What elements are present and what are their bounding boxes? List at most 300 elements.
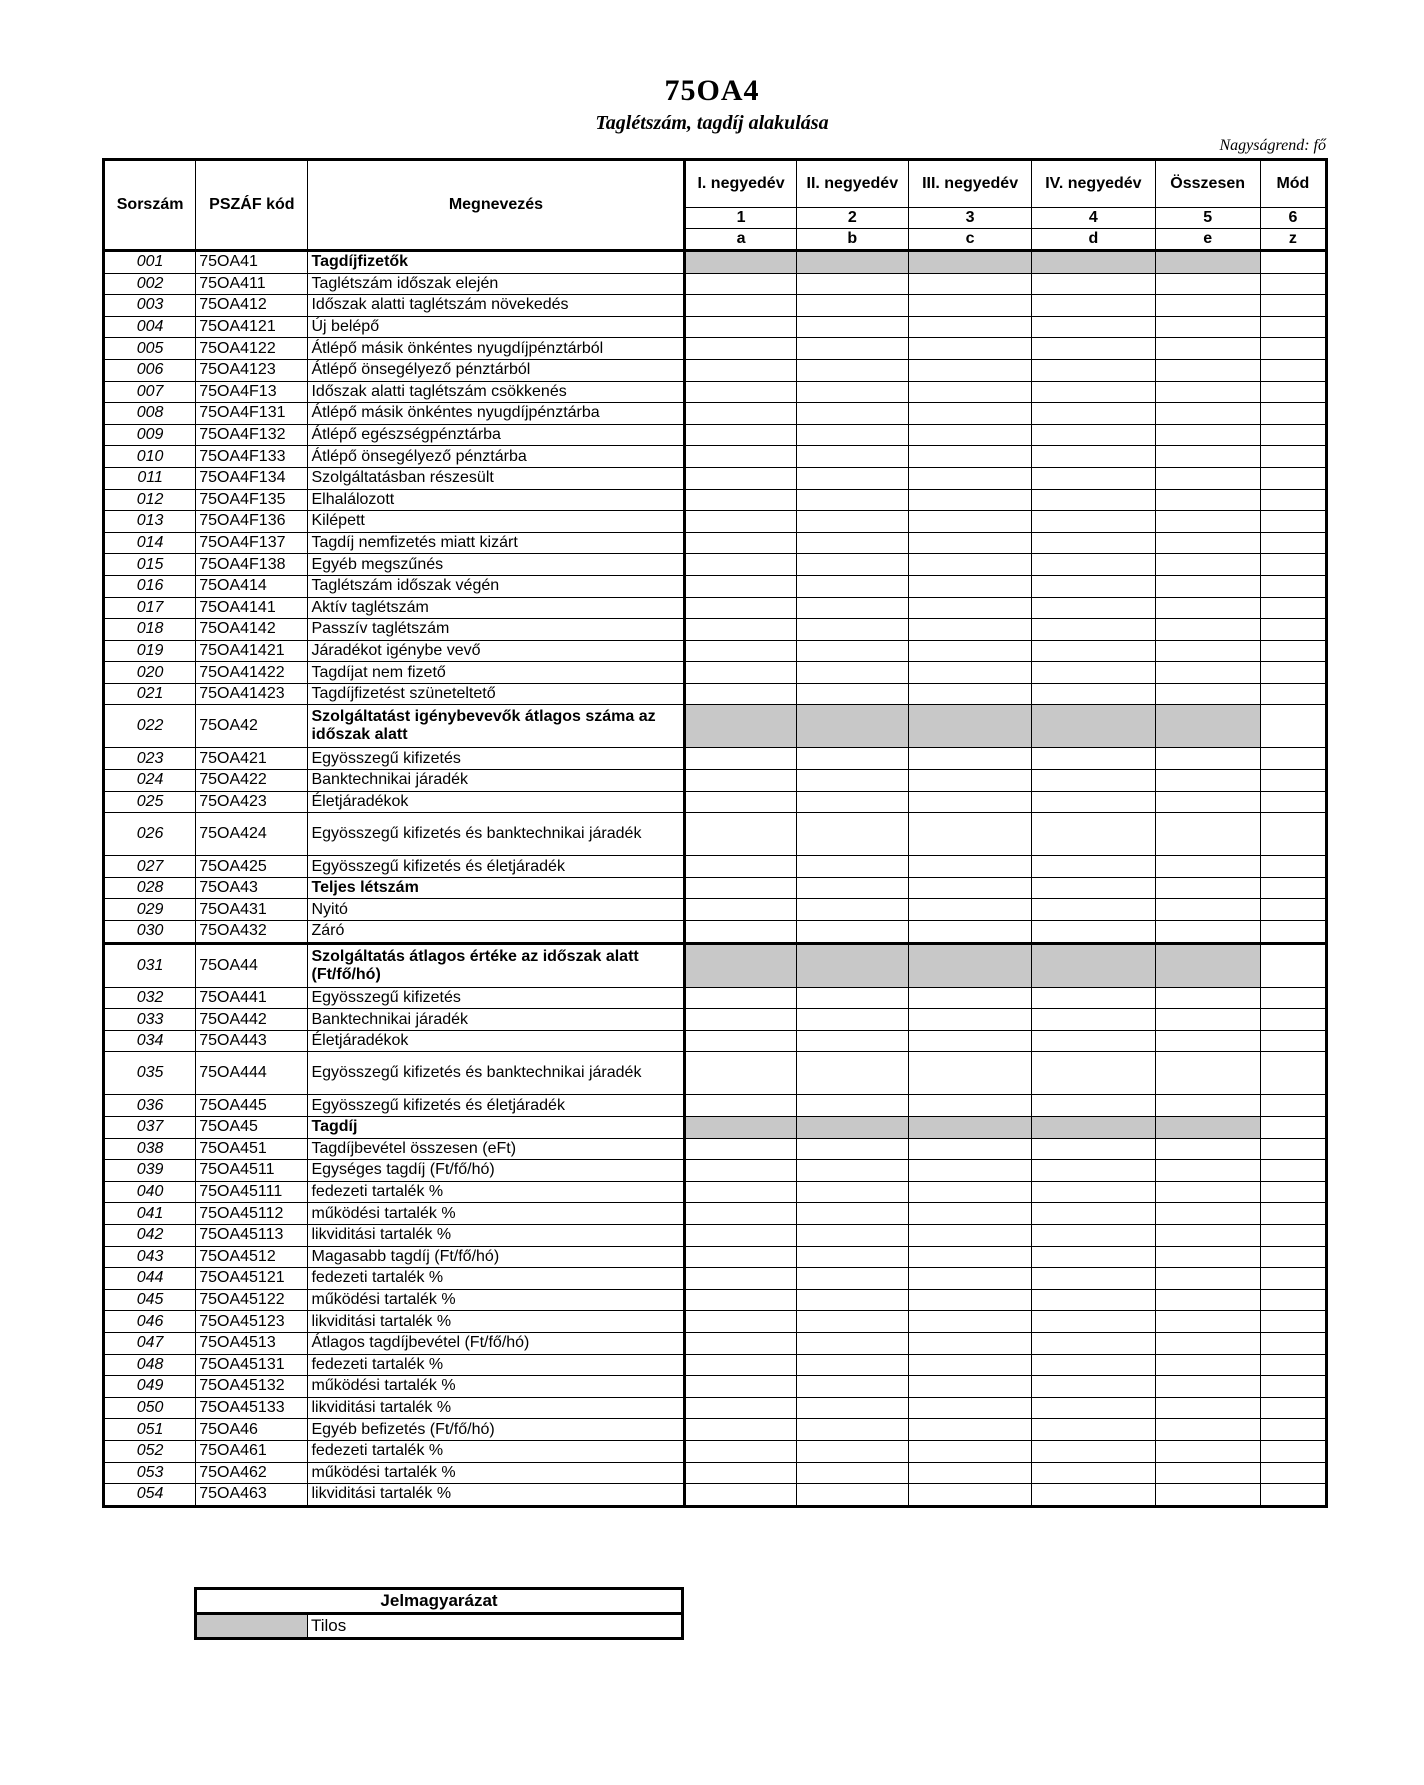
cell-total[interactable] bbox=[1155, 446, 1260, 468]
cell-mod[interactable] bbox=[1260, 791, 1326, 813]
cell-q3[interactable] bbox=[908, 338, 1031, 360]
cell-q4[interactable] bbox=[1032, 1181, 1155, 1203]
cell-q2[interactable] bbox=[796, 813, 908, 856]
cell-total[interactable] bbox=[1155, 987, 1260, 1009]
cell-total[interactable] bbox=[1155, 1160, 1260, 1182]
cell-q4[interactable] bbox=[1032, 381, 1155, 403]
cell-q1[interactable] bbox=[685, 1138, 796, 1160]
cell-q1[interactable] bbox=[685, 1095, 796, 1117]
cell-q4[interactable] bbox=[1032, 316, 1155, 338]
cell-mod[interactable] bbox=[1260, 1138, 1326, 1160]
cell-total[interactable] bbox=[1155, 856, 1260, 878]
cell-q1[interactable] bbox=[685, 273, 796, 295]
cell-q2[interactable] bbox=[796, 899, 908, 921]
cell-q3[interactable] bbox=[908, 856, 1031, 878]
cell-q1[interactable] bbox=[685, 987, 796, 1009]
cell-mod[interactable] bbox=[1260, 1397, 1326, 1419]
cell-mod[interactable] bbox=[1260, 251, 1326, 274]
cell-q3[interactable] bbox=[908, 1462, 1031, 1484]
cell-q3[interactable] bbox=[908, 877, 1031, 899]
cell-q3[interactable] bbox=[908, 1419, 1031, 1441]
cell-q4[interactable] bbox=[1032, 987, 1155, 1009]
cell-q2[interactable] bbox=[796, 1289, 908, 1311]
cell-q4[interactable] bbox=[1032, 921, 1155, 944]
cell-q2[interactable] bbox=[796, 683, 908, 705]
cell-q4[interactable] bbox=[1032, 1397, 1155, 1419]
cell-q3[interactable] bbox=[908, 1246, 1031, 1268]
cell-mod[interactable] bbox=[1260, 921, 1326, 944]
cell-mod[interactable] bbox=[1260, 316, 1326, 338]
cell-q1[interactable] bbox=[685, 899, 796, 921]
cell-mod[interactable] bbox=[1260, 1095, 1326, 1117]
cell-mod[interactable] bbox=[1260, 856, 1326, 878]
cell-q3[interactable] bbox=[908, 1289, 1031, 1311]
cell-q2[interactable] bbox=[796, 1268, 908, 1290]
cell-total[interactable] bbox=[1155, 1095, 1260, 1117]
cell-total[interactable] bbox=[1155, 619, 1260, 641]
cell-q4[interactable] bbox=[1032, 1138, 1155, 1160]
cell-q1[interactable] bbox=[685, 338, 796, 360]
cell-q2[interactable] bbox=[796, 1095, 908, 1117]
cell-mod[interactable] bbox=[1260, 273, 1326, 295]
cell-q1[interactable] bbox=[685, 1246, 796, 1268]
cell-q3[interactable] bbox=[908, 1009, 1031, 1031]
cell-q4[interactable] bbox=[1032, 532, 1155, 554]
cell-q1[interactable] bbox=[685, 1289, 796, 1311]
cell-total[interactable] bbox=[1155, 662, 1260, 684]
cell-q1[interactable] bbox=[685, 770, 796, 792]
cell-q2[interactable] bbox=[796, 424, 908, 446]
cell-q2[interactable] bbox=[796, 295, 908, 317]
cell-q2[interactable] bbox=[796, 1224, 908, 1246]
cell-q1[interactable] bbox=[685, 1354, 796, 1376]
cell-total[interactable] bbox=[1155, 575, 1260, 597]
cell-total[interactable] bbox=[1155, 683, 1260, 705]
cell-q3[interactable] bbox=[908, 489, 1031, 511]
cell-q1[interactable] bbox=[685, 1030, 796, 1052]
cell-mod[interactable] bbox=[1260, 1289, 1326, 1311]
cell-total[interactable] bbox=[1155, 1203, 1260, 1225]
cell-q4[interactable] bbox=[1032, 1268, 1155, 1290]
cell-q1[interactable] bbox=[685, 1181, 796, 1203]
cell-q4[interactable] bbox=[1032, 338, 1155, 360]
cell-q1[interactable] bbox=[685, 316, 796, 338]
cell-q4[interactable] bbox=[1032, 1289, 1155, 1311]
cell-q1[interactable] bbox=[685, 381, 796, 403]
cell-mod[interactable] bbox=[1260, 554, 1326, 576]
cell-q3[interactable] bbox=[908, 511, 1031, 533]
cell-mod[interactable] bbox=[1260, 511, 1326, 533]
cell-mod[interactable] bbox=[1260, 877, 1326, 899]
cell-q3[interactable] bbox=[908, 597, 1031, 619]
cell-q1[interactable] bbox=[685, 921, 796, 944]
cell-q3[interactable] bbox=[908, 987, 1031, 1009]
cell-q2[interactable] bbox=[796, 1246, 908, 1268]
cell-total[interactable] bbox=[1155, 295, 1260, 317]
cell-total[interactable] bbox=[1155, 1138, 1260, 1160]
cell-q2[interactable] bbox=[796, 619, 908, 641]
cell-mod[interactable] bbox=[1260, 403, 1326, 425]
cell-mod[interactable] bbox=[1260, 1462, 1326, 1484]
cell-mod[interactable] bbox=[1260, 575, 1326, 597]
cell-q3[interactable] bbox=[908, 359, 1031, 381]
cell-q4[interactable] bbox=[1032, 1332, 1155, 1354]
cell-q2[interactable] bbox=[796, 511, 908, 533]
cell-q2[interactable] bbox=[796, 446, 908, 468]
cell-mod[interactable] bbox=[1260, 424, 1326, 446]
cell-q4[interactable] bbox=[1032, 619, 1155, 641]
cell-total[interactable] bbox=[1155, 1354, 1260, 1376]
cell-q4[interactable] bbox=[1032, 1440, 1155, 1462]
cell-total[interactable] bbox=[1155, 813, 1260, 856]
cell-q1[interactable] bbox=[685, 1224, 796, 1246]
cell-q4[interactable] bbox=[1032, 467, 1155, 489]
cell-q3[interactable] bbox=[908, 273, 1031, 295]
cell-mod[interactable] bbox=[1260, 899, 1326, 921]
cell-mod[interactable] bbox=[1260, 597, 1326, 619]
cell-q4[interactable] bbox=[1032, 1203, 1155, 1225]
cell-total[interactable] bbox=[1155, 554, 1260, 576]
cell-q3[interactable] bbox=[908, 1397, 1031, 1419]
cell-mod[interactable] bbox=[1260, 295, 1326, 317]
cell-q1[interactable] bbox=[685, 1332, 796, 1354]
cell-q1[interactable] bbox=[685, 295, 796, 317]
cell-total[interactable] bbox=[1155, 748, 1260, 770]
cell-total[interactable] bbox=[1155, 1376, 1260, 1398]
cell-q4[interactable] bbox=[1032, 791, 1155, 813]
cell-q4[interactable] bbox=[1032, 424, 1155, 446]
cell-q2[interactable] bbox=[796, 1462, 908, 1484]
cell-mod[interactable] bbox=[1260, 446, 1326, 468]
cell-mod[interactable] bbox=[1260, 1332, 1326, 1354]
cell-q4[interactable] bbox=[1032, 554, 1155, 576]
cell-q2[interactable] bbox=[796, 381, 908, 403]
cell-mod[interactable] bbox=[1260, 987, 1326, 1009]
cell-q3[interactable] bbox=[908, 619, 1031, 641]
cell-q1[interactable] bbox=[685, 877, 796, 899]
cell-total[interactable] bbox=[1155, 1052, 1260, 1095]
cell-q1[interactable] bbox=[685, 619, 796, 641]
cell-q3[interactable] bbox=[908, 662, 1031, 684]
cell-q4[interactable] bbox=[1032, 899, 1155, 921]
cell-q2[interactable] bbox=[796, 856, 908, 878]
cell-q3[interactable] bbox=[908, 1138, 1031, 1160]
cell-q1[interactable] bbox=[685, 1440, 796, 1462]
cell-q2[interactable] bbox=[796, 1030, 908, 1052]
cell-mod[interactable] bbox=[1260, 748, 1326, 770]
cell-q4[interactable] bbox=[1032, 403, 1155, 425]
cell-q1[interactable] bbox=[685, 575, 796, 597]
cell-q3[interactable] bbox=[908, 791, 1031, 813]
cell-total[interactable] bbox=[1155, 1462, 1260, 1484]
cell-q4[interactable] bbox=[1032, 359, 1155, 381]
cell-mod[interactable] bbox=[1260, 705, 1326, 748]
cell-q3[interactable] bbox=[908, 640, 1031, 662]
cell-q2[interactable] bbox=[796, 1376, 908, 1398]
cell-total[interactable] bbox=[1155, 511, 1260, 533]
cell-q1[interactable] bbox=[685, 662, 796, 684]
cell-q3[interactable] bbox=[908, 1484, 1031, 1507]
cell-q4[interactable] bbox=[1032, 1376, 1155, 1398]
cell-q4[interactable] bbox=[1032, 511, 1155, 533]
cell-q2[interactable] bbox=[796, 403, 908, 425]
cell-q2[interactable] bbox=[796, 1332, 908, 1354]
cell-mod[interactable] bbox=[1260, 381, 1326, 403]
cell-q2[interactable] bbox=[796, 1138, 908, 1160]
cell-total[interactable] bbox=[1155, 1332, 1260, 1354]
cell-q4[interactable] bbox=[1032, 1224, 1155, 1246]
cell-q1[interactable] bbox=[685, 1203, 796, 1225]
cell-q2[interactable] bbox=[796, 575, 908, 597]
cell-q2[interactable] bbox=[796, 1484, 908, 1507]
cell-q1[interactable] bbox=[685, 424, 796, 446]
cell-total[interactable] bbox=[1155, 791, 1260, 813]
cell-q3[interactable] bbox=[908, 1376, 1031, 1398]
cell-q1[interactable] bbox=[685, 1052, 796, 1095]
cell-mod[interactable] bbox=[1260, 1419, 1326, 1441]
cell-total[interactable] bbox=[1155, 467, 1260, 489]
cell-q2[interactable] bbox=[796, 316, 908, 338]
cell-q2[interactable] bbox=[796, 877, 908, 899]
cell-q3[interactable] bbox=[908, 295, 1031, 317]
cell-q2[interactable] bbox=[796, 1354, 908, 1376]
cell-q1[interactable] bbox=[685, 403, 796, 425]
cell-q4[interactable] bbox=[1032, 1246, 1155, 1268]
cell-q4[interactable] bbox=[1032, 1009, 1155, 1031]
cell-q2[interactable] bbox=[796, 1160, 908, 1182]
cell-q3[interactable] bbox=[908, 424, 1031, 446]
cell-q1[interactable] bbox=[685, 1268, 796, 1290]
cell-total[interactable] bbox=[1155, 489, 1260, 511]
cell-q3[interactable] bbox=[908, 1203, 1031, 1225]
cell-q3[interactable] bbox=[908, 1224, 1031, 1246]
cell-total[interactable] bbox=[1155, 1030, 1260, 1052]
cell-mod[interactable] bbox=[1260, 1181, 1326, 1203]
cell-q3[interactable] bbox=[908, 921, 1031, 944]
cell-q2[interactable] bbox=[796, 532, 908, 554]
cell-mod[interactable] bbox=[1260, 1354, 1326, 1376]
cell-q1[interactable] bbox=[685, 554, 796, 576]
cell-q4[interactable] bbox=[1032, 446, 1155, 468]
cell-mod[interactable] bbox=[1260, 467, 1326, 489]
cell-total[interactable] bbox=[1155, 1440, 1260, 1462]
cell-total[interactable] bbox=[1155, 403, 1260, 425]
cell-q3[interactable] bbox=[908, 1354, 1031, 1376]
cell-total[interactable] bbox=[1155, 1246, 1260, 1268]
cell-q3[interactable] bbox=[908, 1095, 1031, 1117]
cell-q3[interactable] bbox=[908, 1332, 1031, 1354]
cell-total[interactable] bbox=[1155, 597, 1260, 619]
cell-q2[interactable] bbox=[796, 273, 908, 295]
cell-q2[interactable] bbox=[796, 489, 908, 511]
cell-total[interactable] bbox=[1155, 381, 1260, 403]
cell-q1[interactable] bbox=[685, 1484, 796, 1507]
cell-q1[interactable] bbox=[685, 511, 796, 533]
cell-q1[interactable] bbox=[685, 359, 796, 381]
cell-total[interactable] bbox=[1155, 338, 1260, 360]
cell-total[interactable] bbox=[1155, 1224, 1260, 1246]
cell-q3[interactable] bbox=[908, 1160, 1031, 1182]
cell-q1[interactable] bbox=[685, 446, 796, 468]
cell-mod[interactable] bbox=[1260, 640, 1326, 662]
cell-q3[interactable] bbox=[908, 683, 1031, 705]
cell-q4[interactable] bbox=[1032, 1052, 1155, 1095]
cell-q4[interactable] bbox=[1032, 748, 1155, 770]
cell-q4[interactable] bbox=[1032, 640, 1155, 662]
cell-mod[interactable] bbox=[1260, 1484, 1326, 1507]
cell-total[interactable] bbox=[1155, 359, 1260, 381]
cell-q4[interactable] bbox=[1032, 1160, 1155, 1182]
cell-q3[interactable] bbox=[908, 899, 1031, 921]
cell-q2[interactable] bbox=[796, 791, 908, 813]
cell-q3[interactable] bbox=[908, 1052, 1031, 1095]
cell-mod[interactable] bbox=[1260, 489, 1326, 511]
cell-q1[interactable] bbox=[685, 748, 796, 770]
cell-q1[interactable] bbox=[685, 813, 796, 856]
cell-q1[interactable] bbox=[685, 1160, 796, 1182]
cell-q3[interactable] bbox=[908, 1268, 1031, 1290]
cell-q2[interactable] bbox=[796, 597, 908, 619]
cell-q3[interactable] bbox=[908, 467, 1031, 489]
cell-mod[interactable] bbox=[1260, 619, 1326, 641]
cell-q4[interactable] bbox=[1032, 575, 1155, 597]
cell-total[interactable] bbox=[1155, 921, 1260, 944]
cell-q4[interactable] bbox=[1032, 1484, 1155, 1507]
cell-q2[interactable] bbox=[796, 338, 908, 360]
cell-q3[interactable] bbox=[908, 316, 1031, 338]
cell-q1[interactable] bbox=[685, 683, 796, 705]
cell-total[interactable] bbox=[1155, 1268, 1260, 1290]
cell-q2[interactable] bbox=[796, 1203, 908, 1225]
cell-q3[interactable] bbox=[908, 1030, 1031, 1052]
cell-q2[interactable] bbox=[796, 1397, 908, 1419]
cell-q1[interactable] bbox=[685, 1376, 796, 1398]
cell-total[interactable] bbox=[1155, 1397, 1260, 1419]
cell-q3[interactable] bbox=[908, 1181, 1031, 1203]
cell-q2[interactable] bbox=[796, 770, 908, 792]
cell-q4[interactable] bbox=[1032, 1095, 1155, 1117]
cell-q4[interactable] bbox=[1032, 662, 1155, 684]
cell-q1[interactable] bbox=[685, 1397, 796, 1419]
cell-q4[interactable] bbox=[1032, 295, 1155, 317]
cell-total[interactable] bbox=[1155, 273, 1260, 295]
cell-q3[interactable] bbox=[908, 748, 1031, 770]
cell-mod[interactable] bbox=[1260, 943, 1326, 987]
cell-total[interactable] bbox=[1155, 1311, 1260, 1333]
cell-mod[interactable] bbox=[1260, 683, 1326, 705]
cell-q3[interactable] bbox=[908, 381, 1031, 403]
cell-q4[interactable] bbox=[1032, 683, 1155, 705]
cell-q2[interactable] bbox=[796, 987, 908, 1009]
cell-q1[interactable] bbox=[685, 1311, 796, 1333]
cell-q4[interactable] bbox=[1032, 1030, 1155, 1052]
cell-q3[interactable] bbox=[908, 1311, 1031, 1333]
cell-q1[interactable] bbox=[685, 467, 796, 489]
cell-q4[interactable] bbox=[1032, 489, 1155, 511]
cell-mod[interactable] bbox=[1260, 1052, 1326, 1095]
cell-q4[interactable] bbox=[1032, 1311, 1155, 1333]
cell-q1[interactable] bbox=[685, 532, 796, 554]
cell-total[interactable] bbox=[1155, 640, 1260, 662]
cell-total[interactable] bbox=[1155, 1419, 1260, 1441]
cell-q1[interactable] bbox=[685, 1462, 796, 1484]
cell-mod[interactable] bbox=[1260, 1224, 1326, 1246]
cell-q1[interactable] bbox=[685, 640, 796, 662]
cell-mod[interactable] bbox=[1260, 1440, 1326, 1462]
cell-q3[interactable] bbox=[908, 446, 1031, 468]
cell-q2[interactable] bbox=[796, 1052, 908, 1095]
cell-q2[interactable] bbox=[796, 662, 908, 684]
cell-q2[interactable] bbox=[796, 1311, 908, 1333]
cell-q3[interactable] bbox=[908, 554, 1031, 576]
cell-q2[interactable] bbox=[796, 748, 908, 770]
cell-q2[interactable] bbox=[796, 921, 908, 944]
cell-q1[interactable] bbox=[685, 856, 796, 878]
cell-q1[interactable] bbox=[685, 1419, 796, 1441]
cell-q4[interactable] bbox=[1032, 1462, 1155, 1484]
cell-mod[interactable] bbox=[1260, 338, 1326, 360]
cell-mod[interactable] bbox=[1260, 813, 1326, 856]
cell-mod[interactable] bbox=[1260, 1009, 1326, 1031]
cell-total[interactable] bbox=[1155, 899, 1260, 921]
cell-mod[interactable] bbox=[1260, 1160, 1326, 1182]
cell-q2[interactable] bbox=[796, 1440, 908, 1462]
cell-q2[interactable] bbox=[796, 1009, 908, 1031]
cell-q3[interactable] bbox=[908, 403, 1031, 425]
cell-mod[interactable] bbox=[1260, 1268, 1326, 1290]
cell-total[interactable] bbox=[1155, 1181, 1260, 1203]
cell-q4[interactable] bbox=[1032, 856, 1155, 878]
cell-q4[interactable] bbox=[1032, 1354, 1155, 1376]
cell-total[interactable] bbox=[1155, 532, 1260, 554]
cell-total[interactable] bbox=[1155, 424, 1260, 446]
cell-mod[interactable] bbox=[1260, 1203, 1326, 1225]
cell-q2[interactable] bbox=[796, 467, 908, 489]
cell-mod[interactable] bbox=[1260, 532, 1326, 554]
cell-q4[interactable] bbox=[1032, 273, 1155, 295]
cell-q1[interactable] bbox=[685, 597, 796, 619]
cell-q3[interactable] bbox=[908, 575, 1031, 597]
cell-q1[interactable] bbox=[685, 1009, 796, 1031]
cell-q3[interactable] bbox=[908, 770, 1031, 792]
cell-q2[interactable] bbox=[796, 554, 908, 576]
cell-q2[interactable] bbox=[796, 359, 908, 381]
cell-q4[interactable] bbox=[1032, 813, 1155, 856]
cell-mod[interactable] bbox=[1260, 1246, 1326, 1268]
cell-q4[interactable] bbox=[1032, 1419, 1155, 1441]
cell-q4[interactable] bbox=[1032, 597, 1155, 619]
cell-q3[interactable] bbox=[908, 1440, 1031, 1462]
cell-mod[interactable] bbox=[1260, 1117, 1326, 1139]
cell-mod[interactable] bbox=[1260, 359, 1326, 381]
cell-q2[interactable] bbox=[796, 640, 908, 662]
cell-total[interactable] bbox=[1155, 316, 1260, 338]
cell-q2[interactable] bbox=[796, 1181, 908, 1203]
cell-total[interactable] bbox=[1155, 1289, 1260, 1311]
cell-mod[interactable] bbox=[1260, 1030, 1326, 1052]
cell-mod[interactable] bbox=[1260, 770, 1326, 792]
cell-q1[interactable] bbox=[685, 489, 796, 511]
cell-mod[interactable] bbox=[1260, 662, 1326, 684]
cell-q4[interactable] bbox=[1032, 770, 1155, 792]
cell-total[interactable] bbox=[1155, 877, 1260, 899]
cell-q3[interactable] bbox=[908, 813, 1031, 856]
cell-q4[interactable] bbox=[1032, 877, 1155, 899]
cell-total[interactable] bbox=[1155, 1484, 1260, 1507]
cell-total[interactable] bbox=[1155, 770, 1260, 792]
cell-total[interactable] bbox=[1155, 1009, 1260, 1031]
cell-q1[interactable] bbox=[685, 791, 796, 813]
